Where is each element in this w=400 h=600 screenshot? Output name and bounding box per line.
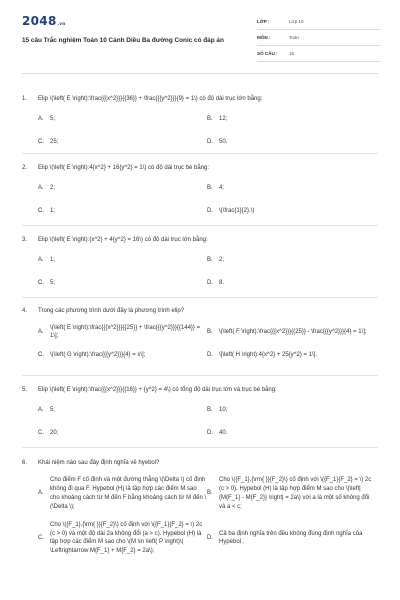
- option-text: 20;: [50, 430, 59, 436]
- question-number: 1.: [22, 96, 28, 102]
- option-label: B.: [207, 407, 213, 413]
- option-b[interactable]: [207, 476, 376, 512]
- answer-options: [22, 406, 376, 437]
- meta-row-subject: [257, 30, 380, 46]
- header: [22, 0, 378, 74]
- meta-table: [257, 14, 380, 73]
- option-text: Cho \({F_1},{\rm{ }}{F_2}\) cố định với \({F_1}{F_2} = \) 2c (c > 0). Hypebol (H) là tập hợp điểm M sao cho \(\left| {M{F_1} - M{F_2}} \right| = 2a\) với a là một số không đổi và a < c;: [219, 477, 372, 510]
- option-c[interactable]: [38, 521, 207, 557]
- option-a[interactable]: [38, 476, 207, 512]
- option-label: A.: [38, 490, 44, 497]
- answer-options: [22, 324, 376, 359]
- option-label: A.: [38, 407, 44, 413]
- option-c[interactable]: [38, 279, 207, 287]
- option-d[interactable]: [207, 279, 376, 287]
- question-number: 5.: [22, 387, 28, 393]
- option-text: 8.: [219, 280, 225, 286]
- logo[interactable]: [22, 14, 257, 28]
- option-text: \(\left( G \right):\frac{{{y^2}}}{4} = x\];: [50, 352, 146, 358]
- option-label: B.: [207, 329, 213, 335]
- question-1: [22, 84, 378, 154]
- question-5: [22, 376, 378, 448]
- option-label: C.: [38, 139, 44, 145]
- option-text: 5;: [50, 280, 56, 286]
- option-text: 40.: [219, 430, 228, 436]
- meta-key: SỐ CÂU :: [257, 51, 278, 56]
- question-4: [22, 298, 378, 376]
- option-label: C.: [38, 208, 44, 214]
- question-text: Elip \(\left( E \right):{x^2} + 4{y^2} = 16\) có độ dài trục lớn bằng:: [38, 237, 208, 243]
- option-c[interactable]: [38, 207, 207, 215]
- option-text: 5;: [50, 407, 56, 413]
- meta-value: 15: [289, 51, 295, 56]
- question-3: [22, 226, 378, 298]
- meta-value: Toán: [289, 35, 299, 40]
- question-text: Elip \(\left( E \right):\frac{{{x^2}}}{{16}} + {y^2} = 4\) có tổng độ dài trục lớn và trục bé bằng:: [38, 387, 277, 393]
- meta-row-count: [257, 46, 380, 62]
- question-number: 6.: [22, 460, 28, 466]
- answer-options: [22, 184, 376, 215]
- option-text: 12;: [219, 116, 228, 122]
- option-label: A.: [38, 116, 44, 122]
- option-label: D.: [207, 534, 213, 541]
- option-text: 10;: [219, 407, 228, 413]
- option-b[interactable]: [207, 256, 376, 264]
- option-label: B.: [207, 116, 213, 122]
- meta-key: LỚP :: [257, 19, 270, 24]
- answer-options: [22, 256, 376, 287]
- option-d[interactable]: [207, 521, 376, 557]
- option-b[interactable]: [207, 324, 376, 340]
- question-stem: [22, 164, 376, 172]
- option-text: \(\left( E \right):\frac{{{x^2}}}{{25}} + \frac{{{y^2}}}{{144}} = 1\];: [50, 325, 201, 339]
- option-label: D.: [207, 430, 213, 436]
- option-text: \(\left( F \right):\frac{{{x^2}}}{{25}} - \frac{{{y^2}}}{4} = 1\];: [219, 329, 367, 335]
- option-d[interactable]: [207, 207, 376, 215]
- meta-key: MÔN :: [257, 35, 271, 40]
- option-label: C.: [38, 534, 44, 541]
- option-label: C.: [38, 352, 44, 358]
- option-label: D.: [207, 352, 213, 358]
- question-stem: [22, 236, 376, 244]
- question-number: 2.: [22, 165, 28, 171]
- question-text: Khái niệm nào sau đây định nghĩa về hyebol?: [38, 460, 160, 466]
- option-text: 4;: [219, 185, 225, 191]
- option-d[interactable]: [207, 429, 376, 437]
- option-text: 1;: [50, 208, 56, 214]
- question-number: 4.: [22, 308, 28, 314]
- option-d[interactable]: [207, 138, 376, 146]
- meta-value: Lớp 10: [289, 19, 304, 24]
- option-a[interactable]: [38, 184, 207, 192]
- option-text: Cho \({F_1},{\rm{ }}{F_2}\) cố định với \({F_1}{F_2} = \) 2c (c > 0) và một độ dài 2a không đổi (a > c). Hypebol (H) là tập hợp các điểm M sao cho \(M \in \left( P \right)\( \Leftrightarrow M{F_1} + M{F_2} = 2a\);: [50, 521, 203, 555]
- answer-options: [22, 476, 376, 556]
- option-text: 2;: [50, 185, 56, 191]
- option-a[interactable]: [38, 256, 207, 264]
- question-stem: [22, 307, 376, 315]
- question-2: [22, 154, 378, 226]
- question-text: Trong các phương trình dưới đây là phương trình elip?: [38, 308, 185, 314]
- question-stem: [22, 95, 376, 103]
- option-text: \(\frac{1}{2}.\): [219, 208, 255, 214]
- question-text: Elip \(\left( E \right):\frac{{{x^2}}}{{36}} + \frac{{{y^2}}}{9} = 1\) có độ dài trục lớn bằng:: [38, 96, 263, 102]
- option-label: A.: [38, 185, 44, 191]
- option-text: 2;: [219, 257, 225, 263]
- option-c[interactable]: [38, 351, 207, 359]
- option-b[interactable]: [207, 406, 376, 414]
- option-a[interactable]: [38, 115, 207, 123]
- logo-suffix: .vn: [57, 21, 66, 26]
- page-title: 15 câu Trắc nghiệm Toán 10 Cánh Diều Ba đường Conic có đáp án: [22, 37, 224, 44]
- option-text: \[\left( H \right):4{x^2} + 25{y^2} = 1\].: [219, 352, 318, 358]
- option-label: A.: [38, 257, 44, 263]
- option-c[interactable]: [38, 429, 207, 437]
- logo-text: 2048: [22, 14, 57, 28]
- option-text: Cả ba định nghĩa trên đều không đúng định nghĩa của Hypebol .: [219, 530, 363, 546]
- question-list: [22, 74, 378, 556]
- option-label: A.: [38, 329, 44, 335]
- question-number: 3.: [22, 237, 28, 243]
- option-label: C.: [38, 430, 44, 436]
- option-label: D.: [207, 208, 213, 214]
- option-text: 5;: [50, 116, 56, 122]
- question-6: [22, 448, 378, 556]
- option-b[interactable]: [207, 115, 376, 123]
- option-d[interactable]: [207, 351, 376, 359]
- option-label: B.: [207, 490, 213, 497]
- option-label: B.: [207, 257, 213, 263]
- meta-row-grade: [257, 14, 380, 30]
- answer-options: [22, 115, 376, 146]
- option-text: 50.: [219, 139, 228, 145]
- option-label: C.: [38, 280, 44, 286]
- question-text: Elip \(\left( E \right):4{x^2} + 16{y^2} = 1\) có độ dài trục bé bằng:: [38, 165, 210, 171]
- option-a[interactable]: [38, 406, 207, 414]
- question-stem: [22, 459, 376, 467]
- option-label: D.: [207, 280, 213, 286]
- option-c[interactable]: [38, 138, 207, 146]
- option-text: 25;: [50, 139, 59, 145]
- option-a[interactable]: [38, 324, 207, 340]
- option-b[interactable]: [207, 184, 376, 192]
- option-text: Cho điểm F cố định và một đường thẳng \(\Delta \) cố định không đi qua F. Hypebol (H) là tập hợp các điểm M sao cho khoảng cách từ M đến F bằng khoảng cách từ M đến \(\Delta \);: [50, 477, 207, 510]
- option-label: D.: [207, 139, 213, 145]
- option-text: 1;: [50, 257, 56, 263]
- question-stem: [22, 386, 376, 394]
- header-left: [22, 14, 257, 73]
- option-label: B.: [207, 185, 213, 191]
